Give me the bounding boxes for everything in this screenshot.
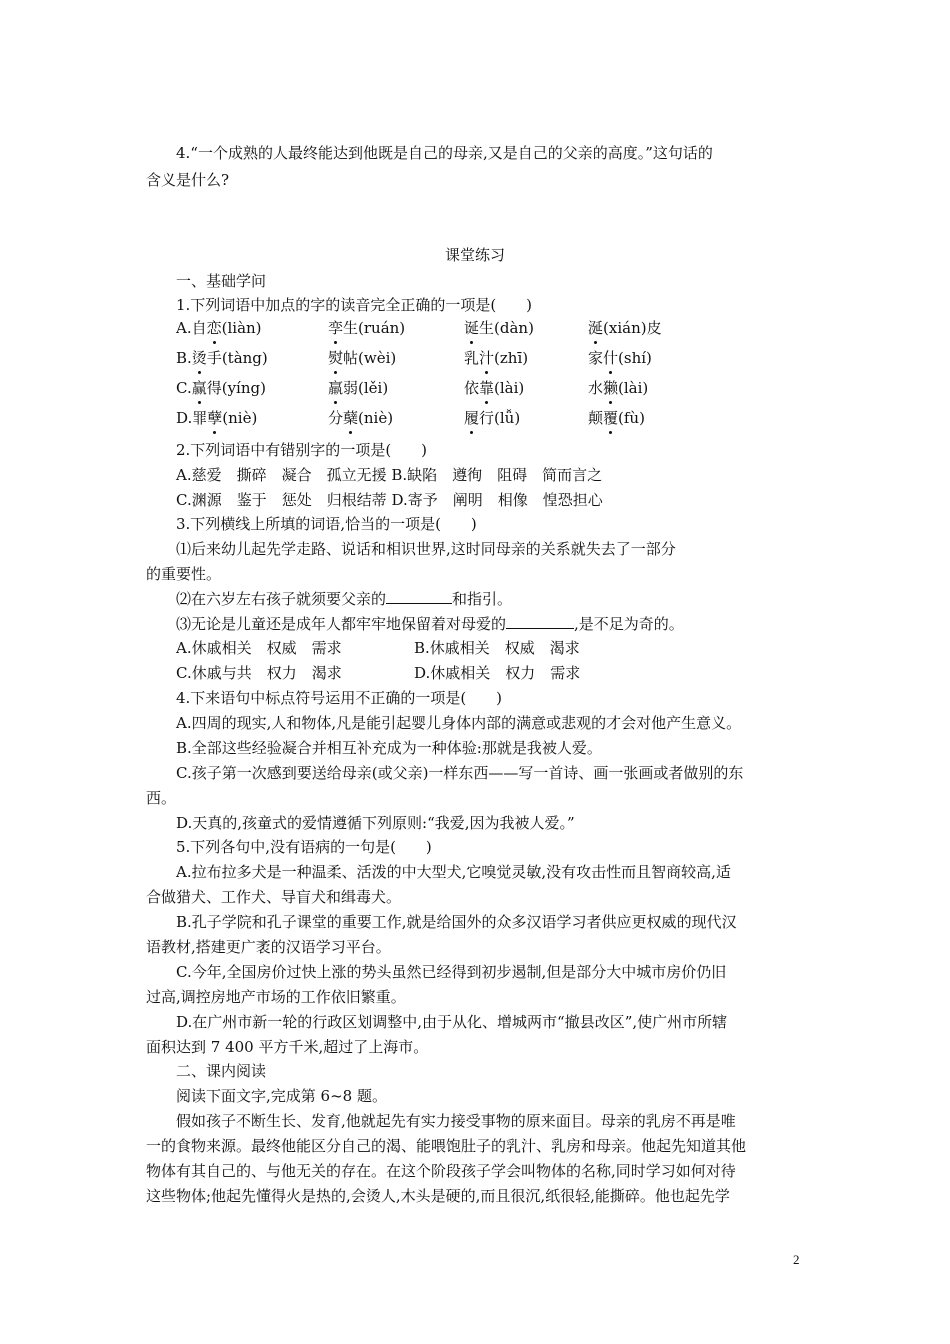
dotted-character: 覆 [603,409,619,427]
q3-sentence2-pre: ⑵在六岁左右孩子就须要父亲的 [176,590,387,608]
q4-option-c-line2: 西。 [146,789,177,807]
q3-stem: 3.下列横线上所填的词语,恰当的一项是( ) [176,515,477,533]
word-prefix: 分 [328,409,344,427]
word-prefix: B. [176,349,192,367]
q1-word [464,408,520,428]
q3-sentence1-line2: 的重要性。 [146,565,222,583]
word-suffix: (shí) [618,349,652,367]
word-suffix: 生(dàn) [479,319,534,337]
word-prefix: D.罪 [176,409,208,427]
q3-sentence3 [176,614,684,634]
passage-line: 这些物体;他起先懂得火是热的,会烫人,木头是硬的,而且很沉,纸很轻,能撕碎。他也起先学 [146,1187,730,1205]
word-suffix: 弱(lěi) [343,379,389,397]
q1-stem: 1.下列词语中加点的字的读音完全正确的一项是( ) [176,296,533,314]
dotted-character: 孽 [207,409,223,427]
q4-intro-line1: 4.“一个成熟的人最终能达到他既是自己的母亲,又是自己的父亲的高度。”这句话的 [176,144,713,162]
fill-blank [386,589,452,604]
q5-option-a-line2: 合做猎犬、工作犬、导盲犬和缉毒犬。 [146,888,402,906]
dotted-character: 烫 [191,349,207,367]
q5-option-c-line2: 过高,调控房地产市场的工作依旧繁重。 [146,988,406,1006]
q1-word [464,318,534,338]
word-suffix: 手(tàng) [206,349,268,367]
q4-option-d: D.天真的,孩童式的爱情遵循下列原则:“我爱,因为我被人爱。” [176,814,575,832]
q1-word [176,318,262,338]
word-suffix: (lài) [494,379,525,397]
word-prefix: A.自 [176,319,207,337]
dotted-character: 靠 [479,379,495,397]
q4-intro-line2: 含义是什么? [146,171,230,189]
word-prefix: C. [176,379,192,397]
q3-option-d: D.休戚相关 权力 需求 [414,664,581,682]
word-suffix: (xián)皮 [603,319,662,337]
q3-sentence3-pre: ⑶无论是儿童还是成年人都牢牢地保留着对母爱的 [176,615,507,633]
q2-stem: 2.下列词语中有错别字的一项是( ) [176,441,428,459]
q2-options-line2: C.渊源 鉴于 惩处 归根结蒂 D.寄予 阐明 相像 惶恐担心 [176,491,603,509]
dotted-character: 涎 [588,319,604,337]
passage-line: 一的食物来源。最终他能区分自己的渴、能喂饱肚子的乳汁、乳房和母亲。他起先知道其他 [146,1137,747,1155]
word-prefix: 水 [588,379,604,397]
q1-word [464,378,524,398]
q3-option-a: A.休戚相关 权威 需求 [176,639,342,657]
word-prefix: 颠 [588,409,604,427]
dotted-character: 什 [603,349,619,367]
dotted-character: 赢 [191,379,207,397]
q1-word [328,318,405,338]
q1-word [588,318,662,338]
q3-sentence3-post: ,是不足为奇的。 [574,615,684,633]
word-suffix: (niè) [222,409,258,427]
q5-option-c-line1: C.今年,全国房价过快上涨的势头虽然已经得到初步遏制,但是部分大中城市房价仍旧 [176,963,727,981]
dotted-character: 蘖 [343,409,359,427]
q5-stem: 5.下列各句中,没有语病的一句是( ) [176,838,432,856]
word-suffix: (liàn) [221,319,262,337]
dotted-character: 羸 [328,379,344,397]
word-suffix: (zhī) [494,349,529,367]
q5-option-d-line1: D.在广州市新一轮的行政区划调整中,由于从化、增城两市“撤县改区”,使广州市所辖 [176,1013,728,1031]
q4-option-c-line1: C.孩子第一次感到要送给母亲(或父亲)一样东西——写一首诗、画一张画或者做别的东 [176,764,744,782]
word-prefix: 家 [588,349,604,367]
q3-option-b: B.休戚相关 权威 渴求 [414,639,580,657]
q4-stem: 4.下来语句中标点符号运用不正确的一项是( ) [176,689,503,707]
word-suffix: (niè) [358,409,394,427]
dotted-character: 熨 [328,349,344,367]
q1-word [588,378,648,398]
passage-line: 假如孩子不断生长、发育,他就起先有实力接受事物的原来面目。母亲的乳房不再是唯 [176,1112,736,1130]
word-prefix: 乳 [464,349,480,367]
q4-option-a: A.四周的现实,人和物体,凡是能引起婴儿身体内部的满意或悲观的才会对他产生意义。 [176,714,742,732]
fill-blank [506,614,574,629]
q1-word [176,408,257,428]
dotted-character: 獭 [603,379,619,397]
part1-heading: 一、基础学问 [176,272,267,290]
q4-option-b: B.全部这些经验凝合并相互补充成为一种体验:那就是我被人爱。 [176,739,602,757]
section-title: 课堂练习 [444,246,505,264]
word-suffix: (fù) [618,409,645,427]
q5-option-d-line2: 面积达到 7 400 平方千米,超过了上海市。 [146,1038,429,1056]
q3-sentence2 [176,589,512,609]
q1-word [328,408,393,428]
word-suffix: 行(lǚ) [479,409,521,427]
q3-sentence2-post: 和指引。 [452,590,513,608]
word-prefix: 依 [464,379,480,397]
dotted-character: 诞 [464,319,480,337]
q1-word [464,348,528,368]
word-suffix: 生(ruán) [343,319,406,337]
dotted-character: 汁 [479,349,495,367]
word-suffix: 帖(wèi) [343,349,397,367]
word-suffix: 得(yíng) [206,379,266,397]
dotted-character: 恋 [206,319,222,337]
q1-word [588,408,645,428]
q1-word [328,378,388,398]
page-number: 2 [793,1252,800,1267]
q1-word [588,348,652,368]
q2-options-line1: A.慈爱 撕碎 凝合 孤立无援 B.缺陷 遵徇 阻碍 简而言之 [176,466,603,484]
reading-instructions: 阅读下面文字,完成第 6~8 题。 [176,1087,387,1105]
q3-option-c: C.休戚与共 权力 渴求 [176,664,342,682]
q5-option-b-line2: 语教材,搭建更广袤的汉语学习平台。 [146,938,391,956]
q3-sentence1-line1: ⑴后来幼儿起先学走路、说话和相识世界,这时同母亲的关系就失去了一部分 [176,540,676,558]
word-suffix: (lài) [618,379,649,397]
q5-option-a-line1: A.拉布拉多犬是一种温柔、活泼的中大型犬,它嗅觉灵敏,没有攻击性而且智商较高,适 [176,863,731,881]
q5-option-b-line1: B.孔子学院和孔子课堂的重要工作,就是给国外的众多汉语学习者供应更权威的现代汉 [176,913,737,931]
q1-word [176,378,266,398]
q1-word [176,348,268,368]
passage-line: 物体有其自己的、与他无关的存在。在这个阶段孩子学会叫物体的名称,同时学习如何对待 [146,1162,736,1180]
dotted-character: 孪 [328,319,344,337]
dotted-character: 履 [464,409,480,427]
part2-heading: 二、课内阅读 [176,1062,267,1080]
q1-word [328,348,396,368]
